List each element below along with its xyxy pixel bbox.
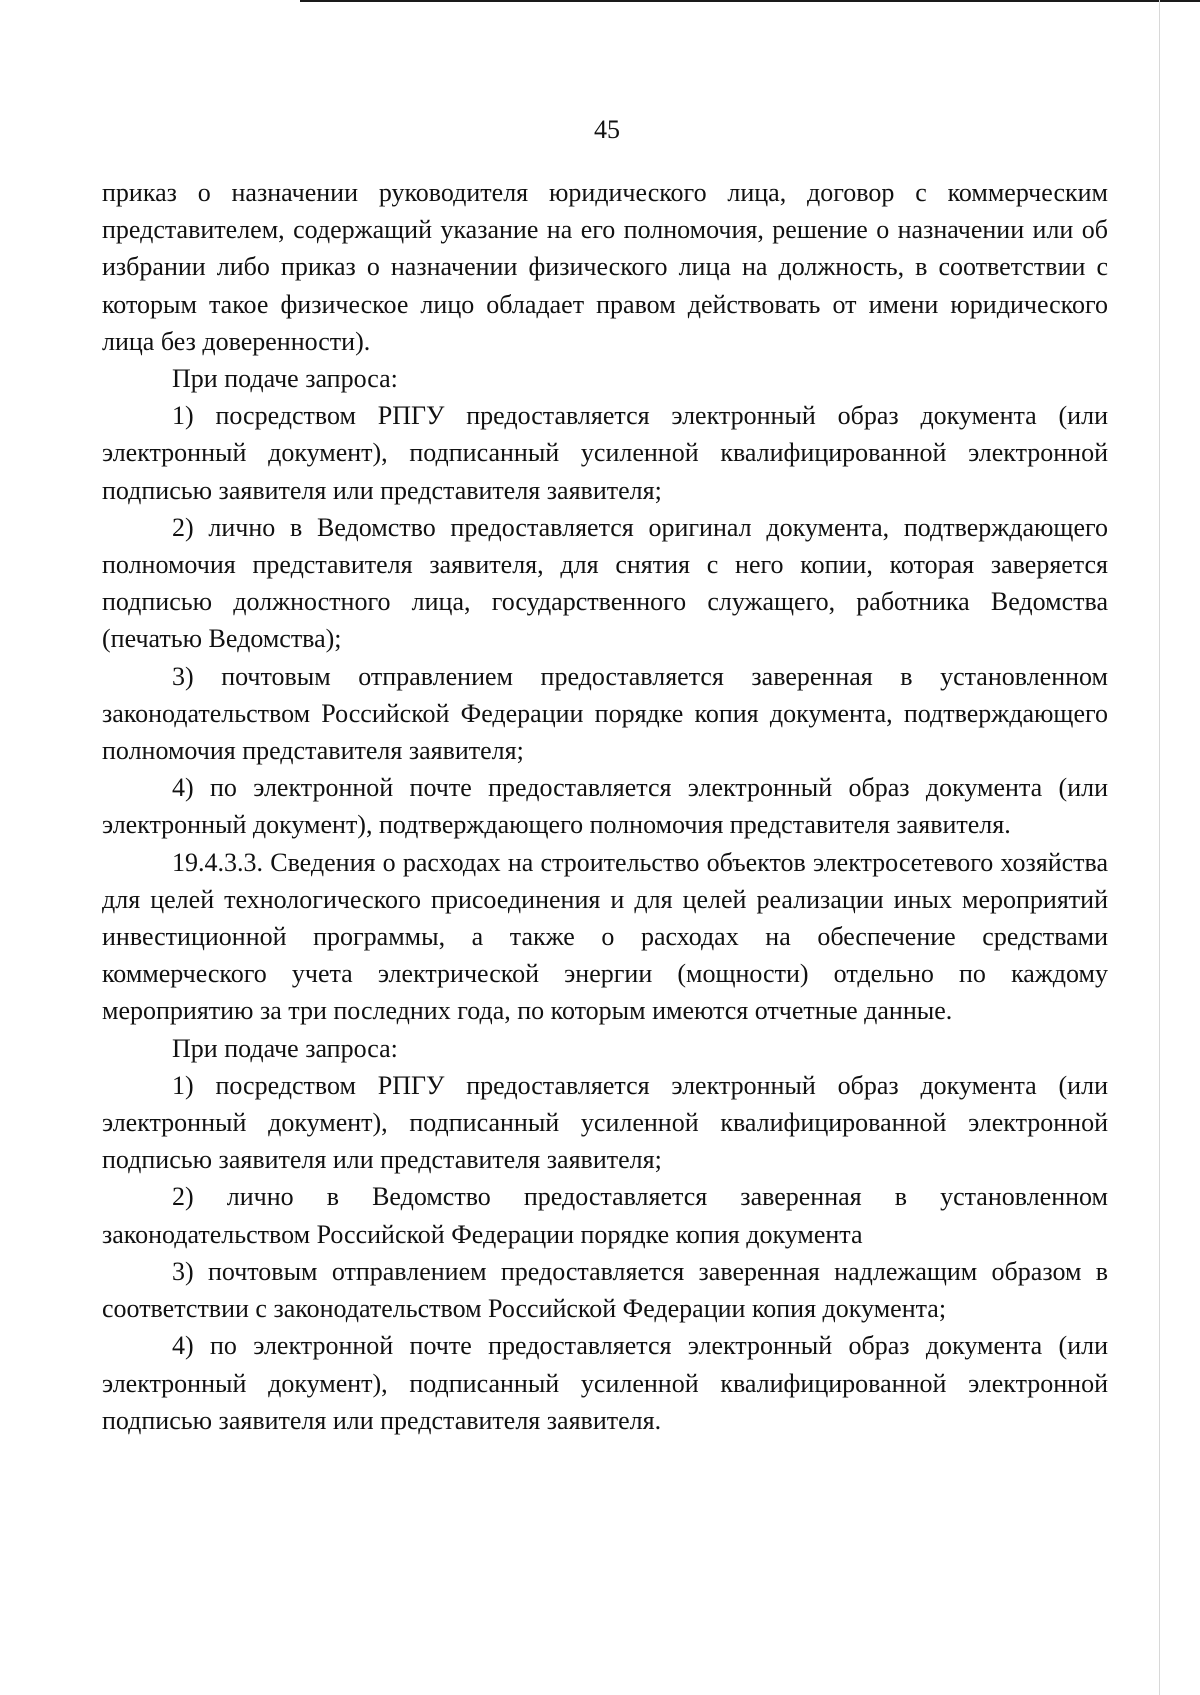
paragraph-item-3: 3) почтовым отправлением предоставляется заверенная в установленном законодательством Российской Федерации порядке копия документа, подтверждающего полномочия представителя заявителя; [102,661,1108,766]
paragraph-item-1: 1) посредством РПГУ предоставляется электронный образ документа (или электронный документ), подписанный усиленной квалифицированной электронной подписью заявителя или представителя заявителя; [102,401,1108,505]
paragraph-request-heading: При подаче запроса: [172,1033,398,1063]
paragraph-item-4: 4) по электронной почте предоставляется электронный образ документа (или электронный документ), подписанный усиленной квалифицированной электронной подписью заявителя или представителя заявителя. [102,1331,1108,1435]
scan-border-right [1159,0,1160,1695]
paragraph-item-2: 2) лично в Ведомство предоставляется заверенная в установленном законодательством Российской Федерации порядке копия документа [102,1182,1108,1249]
paragraph-item-3: 3) почтовым отправлением предоставляется заверенная надлежащим образом в соответствии с законодательством Российской Федерации копия документа; [102,1256,1108,1324]
paragraph-continuation: приказ о назначении руководителя юридического лица, договор с коммерческим представителем, содержащий указание на его полномочия, решение о назначении или об избрании либо приказ о назначении физического лица на должность, в соответствии с которым такое физическое лицо обладает правом действовать от имени юридического лица без доверенности). [102,178,1108,356]
scan-border-top [300,0,1200,2]
document-body [102,174,1108,1439]
paragraph-item-1: 1) посредством РПГУ предоставляется электронный образ документа (или электронный документ), подписанный усиленной квалифицированной электронной подписью заявителя или представителя заявителя; [102,1070,1108,1175]
paragraph-item-4: 4) по электронной почте предоставляется электронный образ документа (или электронный документ), подтверждающего полномочия представителя заявителя. [102,773,1108,840]
paragraph-section-19-4-3-3: 19.4.3.3. Сведения о расходах на строительство объектов электросетевого хозяйства для целей технологического присоединения и для целей реализации иных мероприятий инвестиционной программы, а также о расходах на обеспечение средствами коммерческого учета электрической энергии (мощности) отдельно по каждому мероприятию за три последних года, по которым имеются отчетные данные. [102,847,1108,1026]
paragraph-item-2: 2) лично в Ведомство предоставляется оригинал документа, подтверждающего полномочия представителя заявителя, для снятия с него копии, которая заверяется подписью должностного лица, государственного служащего, работника Ведомства (печатью Ведомства); [102,512,1108,654]
paragraph-request-heading: При подаче запроса: [172,364,398,394]
page-number: 45 [594,115,620,144]
